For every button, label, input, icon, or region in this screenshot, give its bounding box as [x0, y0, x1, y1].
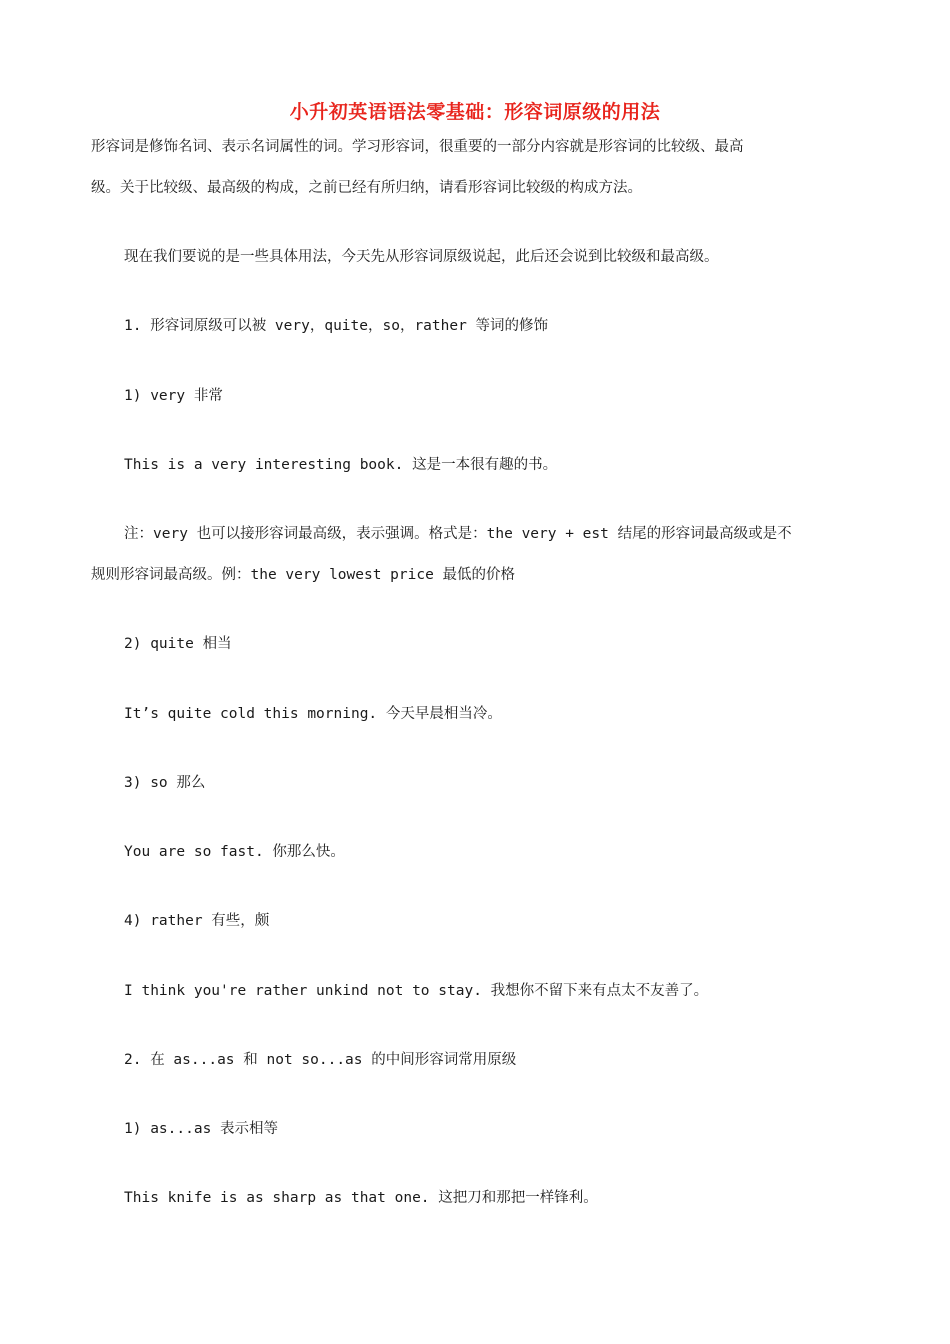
example-so: You are so fast. 你那么快。	[124, 844, 345, 860]
paragraph-intro-line2: 级。关于比较级、最高级的构成，之前已经有所归纳，请看形容词比较级的构成方法。	[91, 180, 642, 196]
note-very-line1: 注：very 也可以接形容词最高级，表示强调。格式是：the very + est 结尾的形容词最高级或是不	[124, 526, 792, 542]
example-rather: I think you're rather unkind not to stay. 我想你不留下来有点太不友善了。	[124, 983, 709, 999]
subheading-quite: 2) quite 相当	[124, 636, 232, 652]
document-title: 小升初英语语法零基础：形容词原级的用法	[289, 101, 661, 123]
paragraph-intro-line1: 形容词是修饰名词、表示名词属性的词。学习形容词，很重要的一部分内容就是形容词的比较级、最高	[91, 139, 744, 155]
example-very: This is a very interesting book. 这是一本很有趣的书。	[124, 457, 558, 473]
subheading-very: 1) very 非常	[124, 388, 223, 404]
example-quite: It’s quite cold this morning. 今天早晨相当冷。	[124, 706, 502, 722]
section-heading-2: 2. 在 as...as 和 not so...as 的中间形容词常用原级	[124, 1052, 517, 1068]
example-as-as: This knife is as sharp as that one. 这把刀和那把一样锋利。	[124, 1190, 598, 1206]
subheading-so: 3) so 那么	[124, 775, 206, 791]
note-very-line2: 规则形容词最高级。例：the very lowest price 最低的价格	[91, 567, 516, 583]
subheading-as-as: 1) as...as 表示相等	[124, 1121, 279, 1137]
paragraph-usage-intro: 现在我们要说的是一些具体用法，今天先从形容词原级说起，此后还会说到比较级和最高级。	[124, 249, 719, 265]
section-heading-1: 1. 形容词原级可以被 very，quite，so，rather 等词的修饰	[124, 318, 549, 334]
subheading-rather: 4) rather 有些，颇	[124, 913, 270, 929]
